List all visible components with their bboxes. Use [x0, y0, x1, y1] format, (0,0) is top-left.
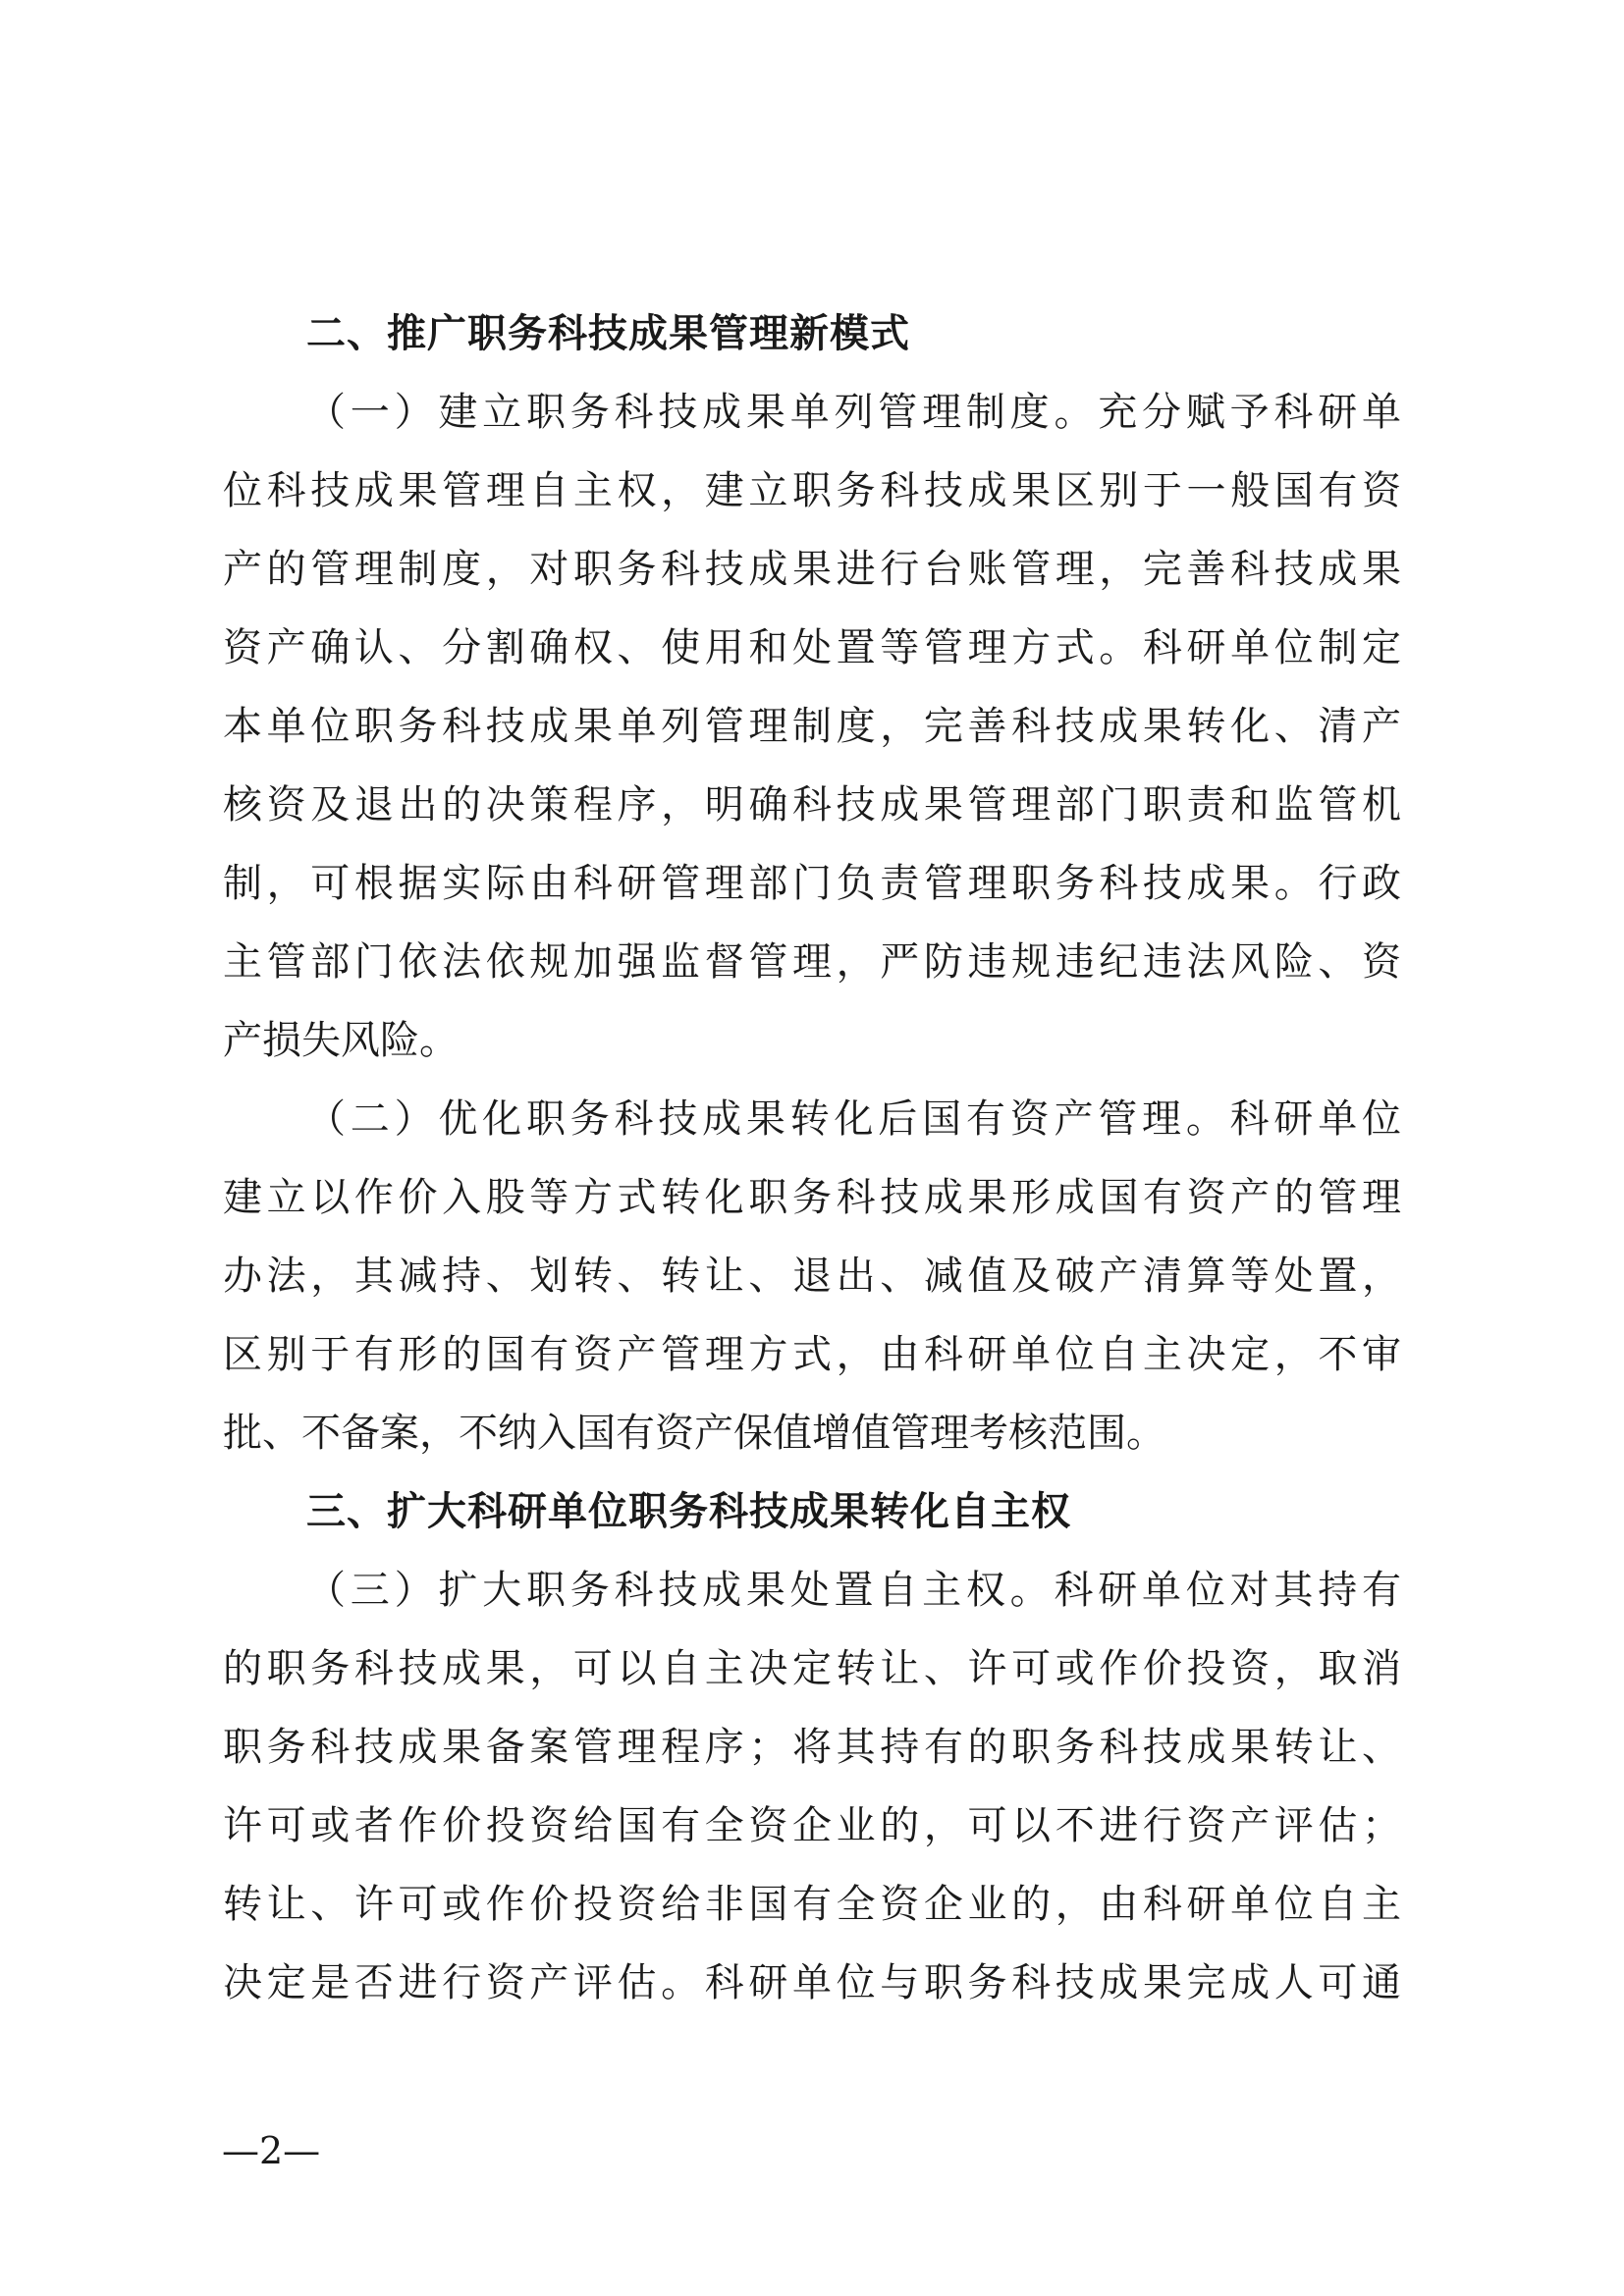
section-heading-3: 三、扩大科研单位职务科技成果转化自主权	[306, 1489, 1071, 1534]
paragraph-line: 转让、许可或作价投资给非国有全资企业的，由科研单位自主	[223, 1882, 1401, 1927]
page-number: —2—	[222, 2129, 321, 2172]
paragraph-line: 批、不备案，不纳入国有资产保值增值管理考核范围。	[223, 1411, 1165, 1456]
paragraph-line: 核资及退出的决策程序，明确科技成果管理部门职责和监管机	[223, 782, 1401, 828]
paragraph-2	[223, 1080, 1401, 1472]
paragraph-line: （二）优化职务科技成果转化后国有资产管理。科研单位	[306, 1096, 1401, 1142]
paragraph-line: 办法，其减持、划转、转让、退出、减值及破产清算等处置，	[223, 1254, 1401, 1299]
paragraph-line: 主管部门依法依规加强监督管理，严防违规违纪违法风险、资	[223, 939, 1401, 985]
paragraph-1	[223, 373, 1401, 1080]
paragraph-line: 本单位职务科技成果单列管理制度，完善科技成果转化、清产	[223, 704, 1401, 749]
paragraph-line: 职务科技成果备案管理程序；将其持有的职务科技成果转让、	[223, 1725, 1401, 1770]
paragraph-line: 制，可根据实际由科研管理部门负责管理职务科技成果。行政	[223, 861, 1401, 906]
paragraph-line: 建立以作价入股等方式转化职务科技成果形成国有资产的管理	[223, 1175, 1401, 1220]
paragraph-line: 决定是否进行资产评估。科研单位与职务科技成果完成人可通	[223, 1960, 1401, 2005]
paragraph-line: （一）建立职务科技成果单列管理制度。充分赋予科研单	[306, 390, 1401, 435]
paragraph-line: （三）扩大职务科技成果处置自主权。科研单位对其持有	[306, 1568, 1401, 1613]
document-page	[223, 294, 1401, 2022]
paragraph-line: 许可或者作价投资给国有全资企业的，可以不进行资产评估；	[223, 1803, 1401, 1848]
section-heading-2: 二、推广职务科技成果管理新模式	[306, 311, 910, 356]
paragraph-line: 区别于有形的国有资产管理方式，由科研单位自主决定，不审	[223, 1332, 1401, 1377]
paragraph-line: 的职务科技成果，可以自主决定转让、许可或作价投资，取消	[223, 1646, 1401, 1691]
paragraph-line: 位科技成果管理自主权，建立职务科技成果区别于一般国有资	[223, 468, 1401, 513]
paragraph-line: 产损失风险。	[223, 1018, 459, 1063]
paragraph-line: 产的管理制度，对职务科技成果进行台账管理，完善科技成果	[223, 547, 1401, 592]
paragraph-3	[223, 1551, 1401, 2022]
paragraph-line: 资产确认、分割确权、使用和处置等管理方式。科研单位制定	[223, 625, 1401, 670]
